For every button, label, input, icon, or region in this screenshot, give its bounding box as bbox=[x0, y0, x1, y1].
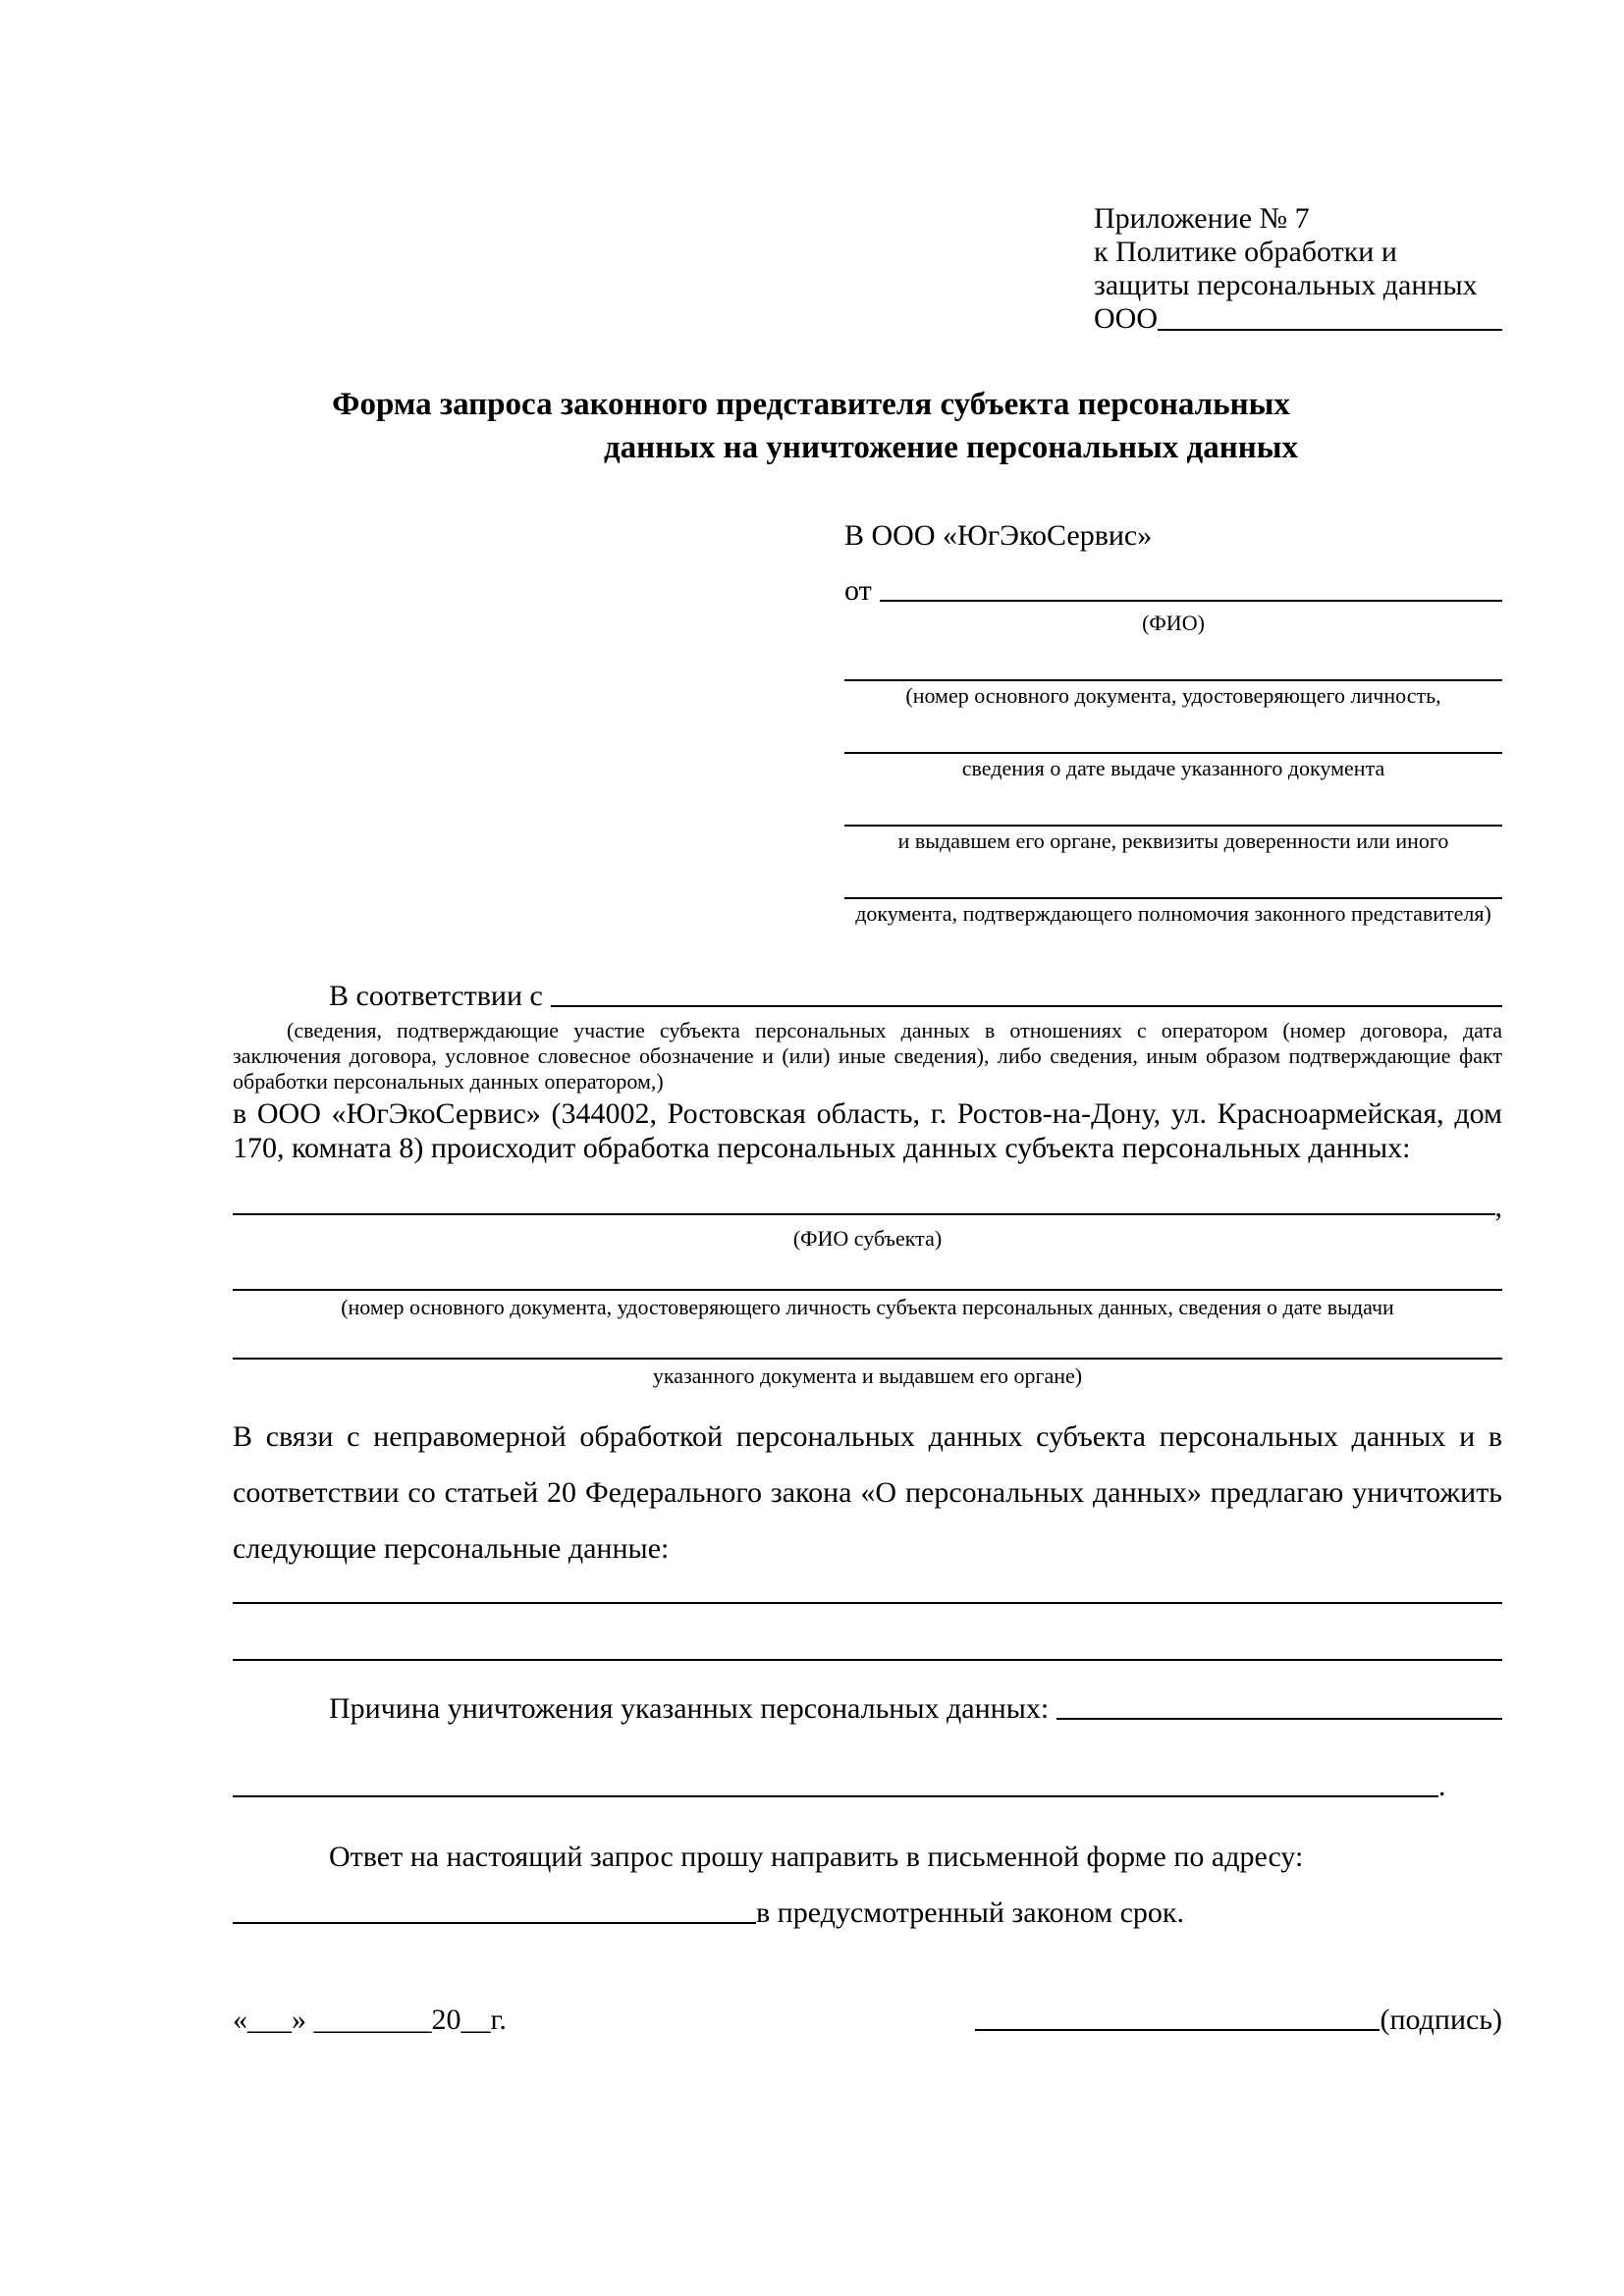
signature-blank-field bbox=[975, 2029, 1380, 2031]
doc-blank-field-2 bbox=[844, 752, 1502, 754]
address-blank-field bbox=[233, 1922, 756, 1924]
accordance-note: (сведения, подтверждающие участие субъекта персональных данных в отношениях с оператором (номер договора, дата заключения договора, условное словесное обозначение и (или) иные сведения), либо сведения, иным образом подтверждающие факт обработки персональных данных оператором,) bbox=[233, 1018, 1502, 1094]
reason-continuation-row bbox=[233, 1768, 1502, 1804]
appendix-line-2: к Политике обработки и bbox=[1094, 236, 1397, 268]
operator-paragraph: в ООО «ЮгЭкоСервис» (344002, Ростовская область, г. Ростов-на-Дону, ул. Красноармейская, дом 170, комната 8) происходит обработка персональных данных субъекта персональных данных: bbox=[233, 1097, 1502, 1164]
signature-caption: (подпись) bbox=[1380, 2003, 1502, 2036]
date-field: «___» ________20__г. bbox=[233, 2003, 507, 2036]
appendix-line-3: защиты персональных данных bbox=[1094, 269, 1478, 301]
subject-doc-caption-1: (номер основного документа, удостоверяющего личность субъекта персональных данных, сведения о дате выдачи bbox=[341, 1295, 1394, 1319]
subject-fio-row bbox=[233, 1193, 1502, 1222]
from-row bbox=[844, 573, 1502, 609]
ooo-blank-field bbox=[1158, 329, 1502, 331]
doc-caption-2: сведения о дате выдаче указанного документа bbox=[961, 756, 1385, 780]
period-mark: . bbox=[1438, 1770, 1446, 1802]
reason-blank-field bbox=[1056, 1718, 1502, 1720]
doc-blank-field-3 bbox=[844, 825, 1502, 827]
reply-suffix: в предусмотренный законом срок. bbox=[756, 1896, 1184, 1929]
doc-caption-1: (номер основного документа, удостоверяющего личность, bbox=[905, 683, 1441, 708]
from-label: от bbox=[844, 574, 872, 607]
demand-paragraph: В связи с неправомерной обработкой персональных данных субъекта персональных данных и в соответствии со статьей 20 Федерального закона «О персональных данных» предлагаю уничтожить следующие персональные данные: bbox=[233, 1420, 1502, 1565]
accordance-row bbox=[233, 978, 1502, 1014]
reply-address-row bbox=[233, 1895, 1502, 1931]
addressee-org: В ООО «ЮгЭкоСервис» bbox=[844, 519, 1153, 552]
signature-row bbox=[233, 2002, 1502, 2038]
doc-blank-field-4 bbox=[844, 897, 1502, 899]
accordance-label: В соответствии с bbox=[329, 980, 543, 1012]
fio-caption: (ФИО) bbox=[1142, 611, 1205, 635]
doc-caption-3: и выдавшем его органе, реквизиты доверенности или иного bbox=[897, 828, 1449, 853]
reply-paragraph: Ответ на настоящий запрос прошу направить в письменной форме по адресу: bbox=[329, 1841, 1304, 1873]
subject-doc-blank-field-2 bbox=[233, 1358, 1502, 1360]
appendix-ooo-row bbox=[1094, 302, 1502, 336]
accordance-blank-field bbox=[551, 1005, 1502, 1007]
form-title-line-2: данных на уничтожение персональных данных bbox=[603, 430, 1299, 465]
subject-doc-blank-field-1 bbox=[233, 1289, 1502, 1291]
ooo-label: ООО bbox=[1094, 302, 1158, 335]
reason-row bbox=[233, 1690, 1502, 1727]
doc-blank-field-1 bbox=[844, 679, 1502, 681]
body-section bbox=[233, 978, 1502, 2038]
form-title-line-1: Форма запроса законного представителя субъекта персональных bbox=[332, 387, 1290, 422]
reason-continuation-blank-field bbox=[233, 1795, 1438, 1797]
subject-fio-blank-field bbox=[233, 1213, 1495, 1215]
reason-label: Причина уничтожения указанных персональных данных: bbox=[329, 1692, 1050, 1725]
signature-right bbox=[975, 2002, 1502, 2038]
doc-caption-4: документа, подтверждающего полномочия законного представителя) bbox=[855, 901, 1491, 926]
form-title bbox=[233, 383, 1502, 469]
data-blank-line-1 bbox=[233, 1602, 1502, 1604]
appendix-note bbox=[1094, 202, 1502, 336]
appendix-line-1: Приложение № 7 bbox=[1094, 202, 1310, 235]
subject-fio-caption: (ФИО субъекта) bbox=[792, 1226, 943, 1251]
from-blank-field bbox=[880, 600, 1502, 602]
subject-doc-caption-2: указанного документа и выдавшем его органе) bbox=[652, 1363, 1083, 1388]
data-blank-line-2 bbox=[233, 1659, 1502, 1661]
addressee-block bbox=[844, 518, 1502, 927]
subject-fio-comma: , bbox=[1494, 1191, 1502, 1223]
